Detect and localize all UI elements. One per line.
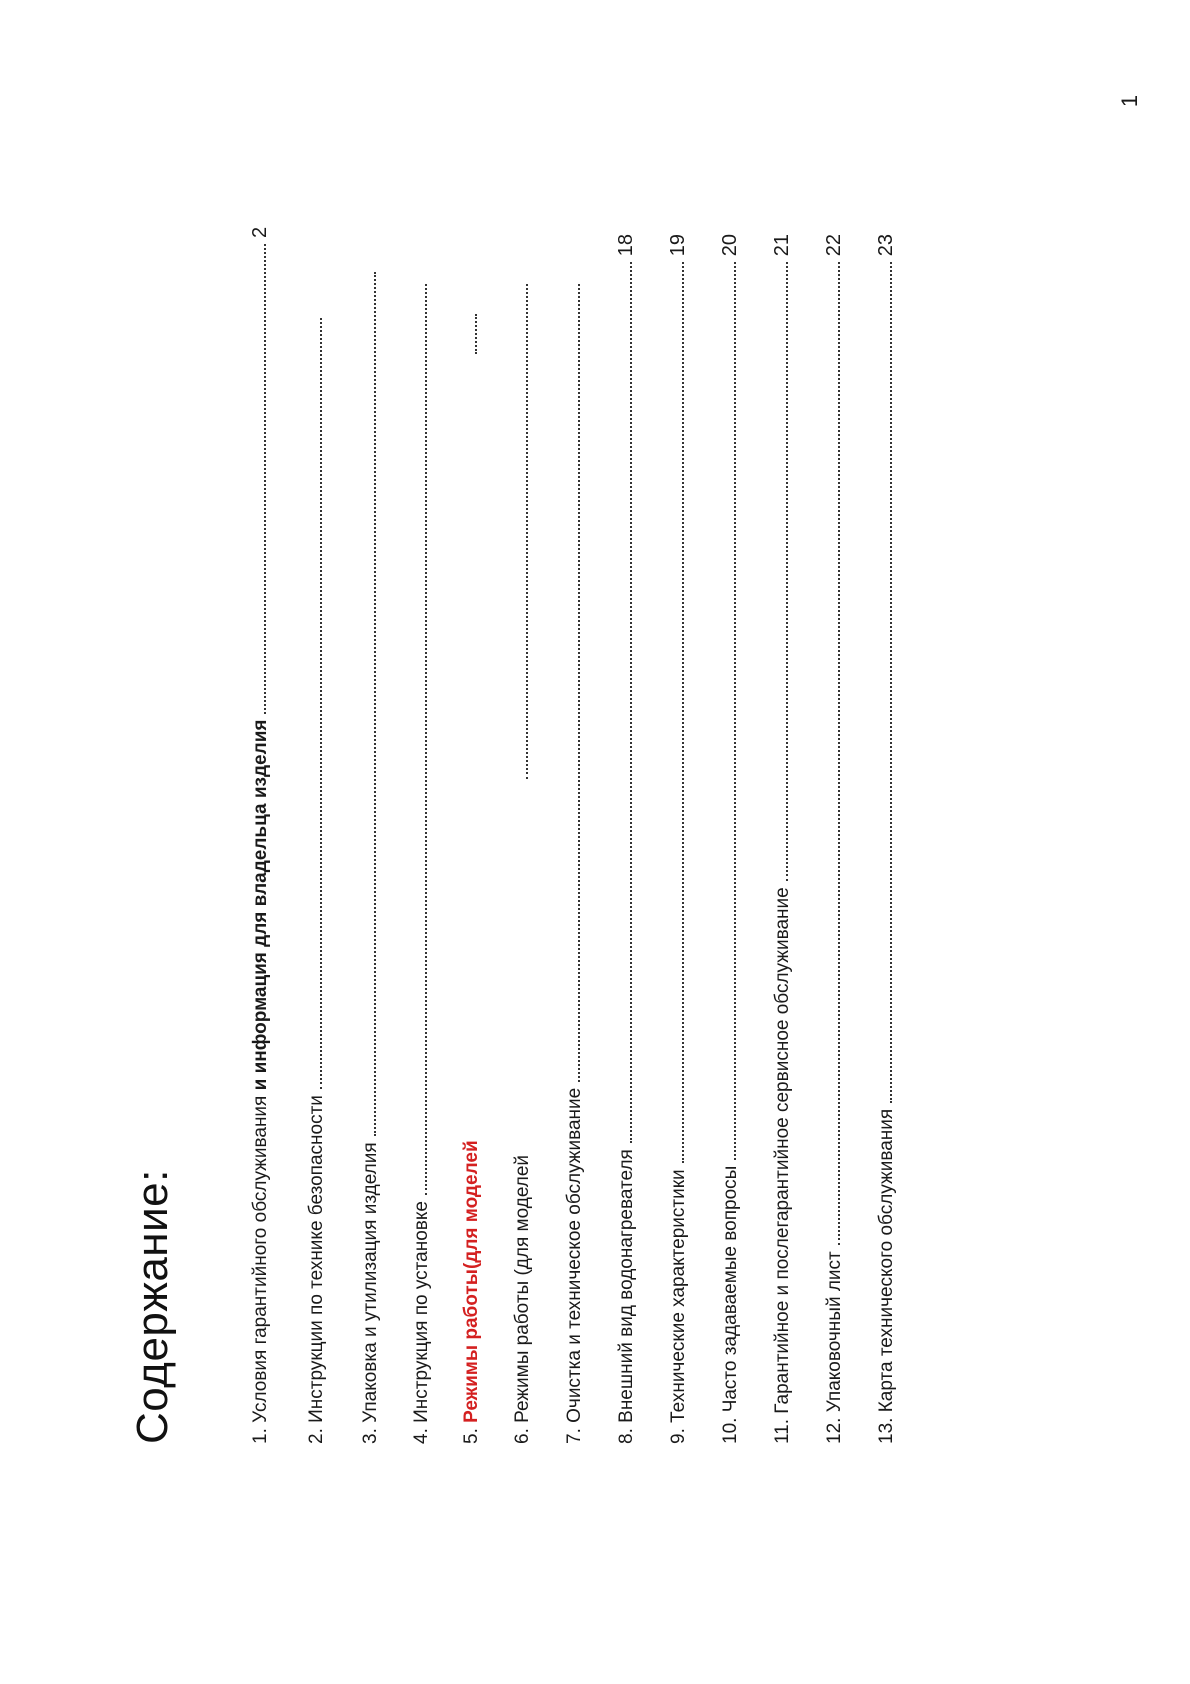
- toc-page: 21: [771, 234, 793, 257]
- toc-row-7[interactable]: [556, 264, 586, 1444]
- toc-row-12[interactable]: [816, 234, 846, 1444]
- toc-row-8[interactable]: [608, 234, 638, 1444]
- toc-page: 23: [875, 234, 897, 257]
- toc-row-10[interactable]: [712, 234, 742, 1444]
- toc-page: 19: [667, 234, 689, 257]
- toc-row-3[interactable]: [352, 252, 382, 1444]
- leader-dots: [682, 262, 684, 1163]
- toc-label: 4. Инструкция по установке: [411, 1201, 432, 1444]
- toc-row-4[interactable]: [403, 264, 433, 1444]
- leader-dots: [374, 272, 376, 1136]
- leader-dots: [264, 244, 266, 714]
- leader-dots: [786, 262, 788, 881]
- toc-page: 2: [249, 226, 271, 238]
- toc-row-5[interactable]: [453, 294, 483, 1444]
- toc-label: 7. Очистка и техническое обслуживание: [564, 1087, 585, 1444]
- toc-page: 20: [719, 234, 741, 257]
- toc-label: 6. Режимы работы (для моделей: [512, 1154, 533, 1444]
- leader-dots: [475, 314, 477, 354]
- toc-label: 1. Условия гарантийного обслуживания и информация для владельца изделия: [250, 719, 271, 1444]
- leader-dots: [630, 262, 632, 1143]
- toc-row-1[interactable]: [242, 224, 272, 1444]
- toc-label: 3. Упаковка и утилизация изделия: [360, 1142, 381, 1444]
- toc-label: 10. Часто задаваемые вопросы: [720, 1165, 741, 1444]
- page-number: 1: [1117, 94, 1142, 108]
- toc-label: 9. Технические характеристики: [668, 1169, 689, 1444]
- toc-label: 13. Карта технического обслуживания: [876, 1108, 897, 1444]
- toc-label: 8. Внешний вид водонагревателя: [616, 1149, 637, 1444]
- leader-dots: [526, 284, 528, 779]
- leader-dots: [425, 284, 427, 1195]
- toc-row-9[interactable]: [660, 234, 690, 1444]
- toc-row-13[interactable]: [868, 234, 898, 1444]
- toc-page: 18: [615, 234, 637, 257]
- toc-page: 22: [823, 234, 845, 257]
- toc-row-2[interactable]: [298, 298, 328, 1444]
- toc-label: 2. Инструкции по технике безопасности: [306, 1095, 327, 1444]
- toc-label: 12. Упаковочный лист: [824, 1251, 845, 1444]
- leader-dots: [838, 262, 840, 1245]
- leader-dots: [320, 318, 322, 1089]
- toc-row-6[interactable]: [504, 264, 534, 1444]
- leader-dots: [890, 262, 892, 1103]
- page-title: Содержание:: [128, 1169, 177, 1444]
- toc-row-11[interactable]: [764, 234, 794, 1444]
- leader-dots: [578, 284, 580, 1082]
- leader-dots: [734, 262, 736, 1159]
- toc-label: 11. Гарантийное и послегарантийное сервисное обслуживание: [772, 887, 793, 1444]
- toc-label: 5. Режимы работы(для моделей: [461, 1140, 482, 1444]
